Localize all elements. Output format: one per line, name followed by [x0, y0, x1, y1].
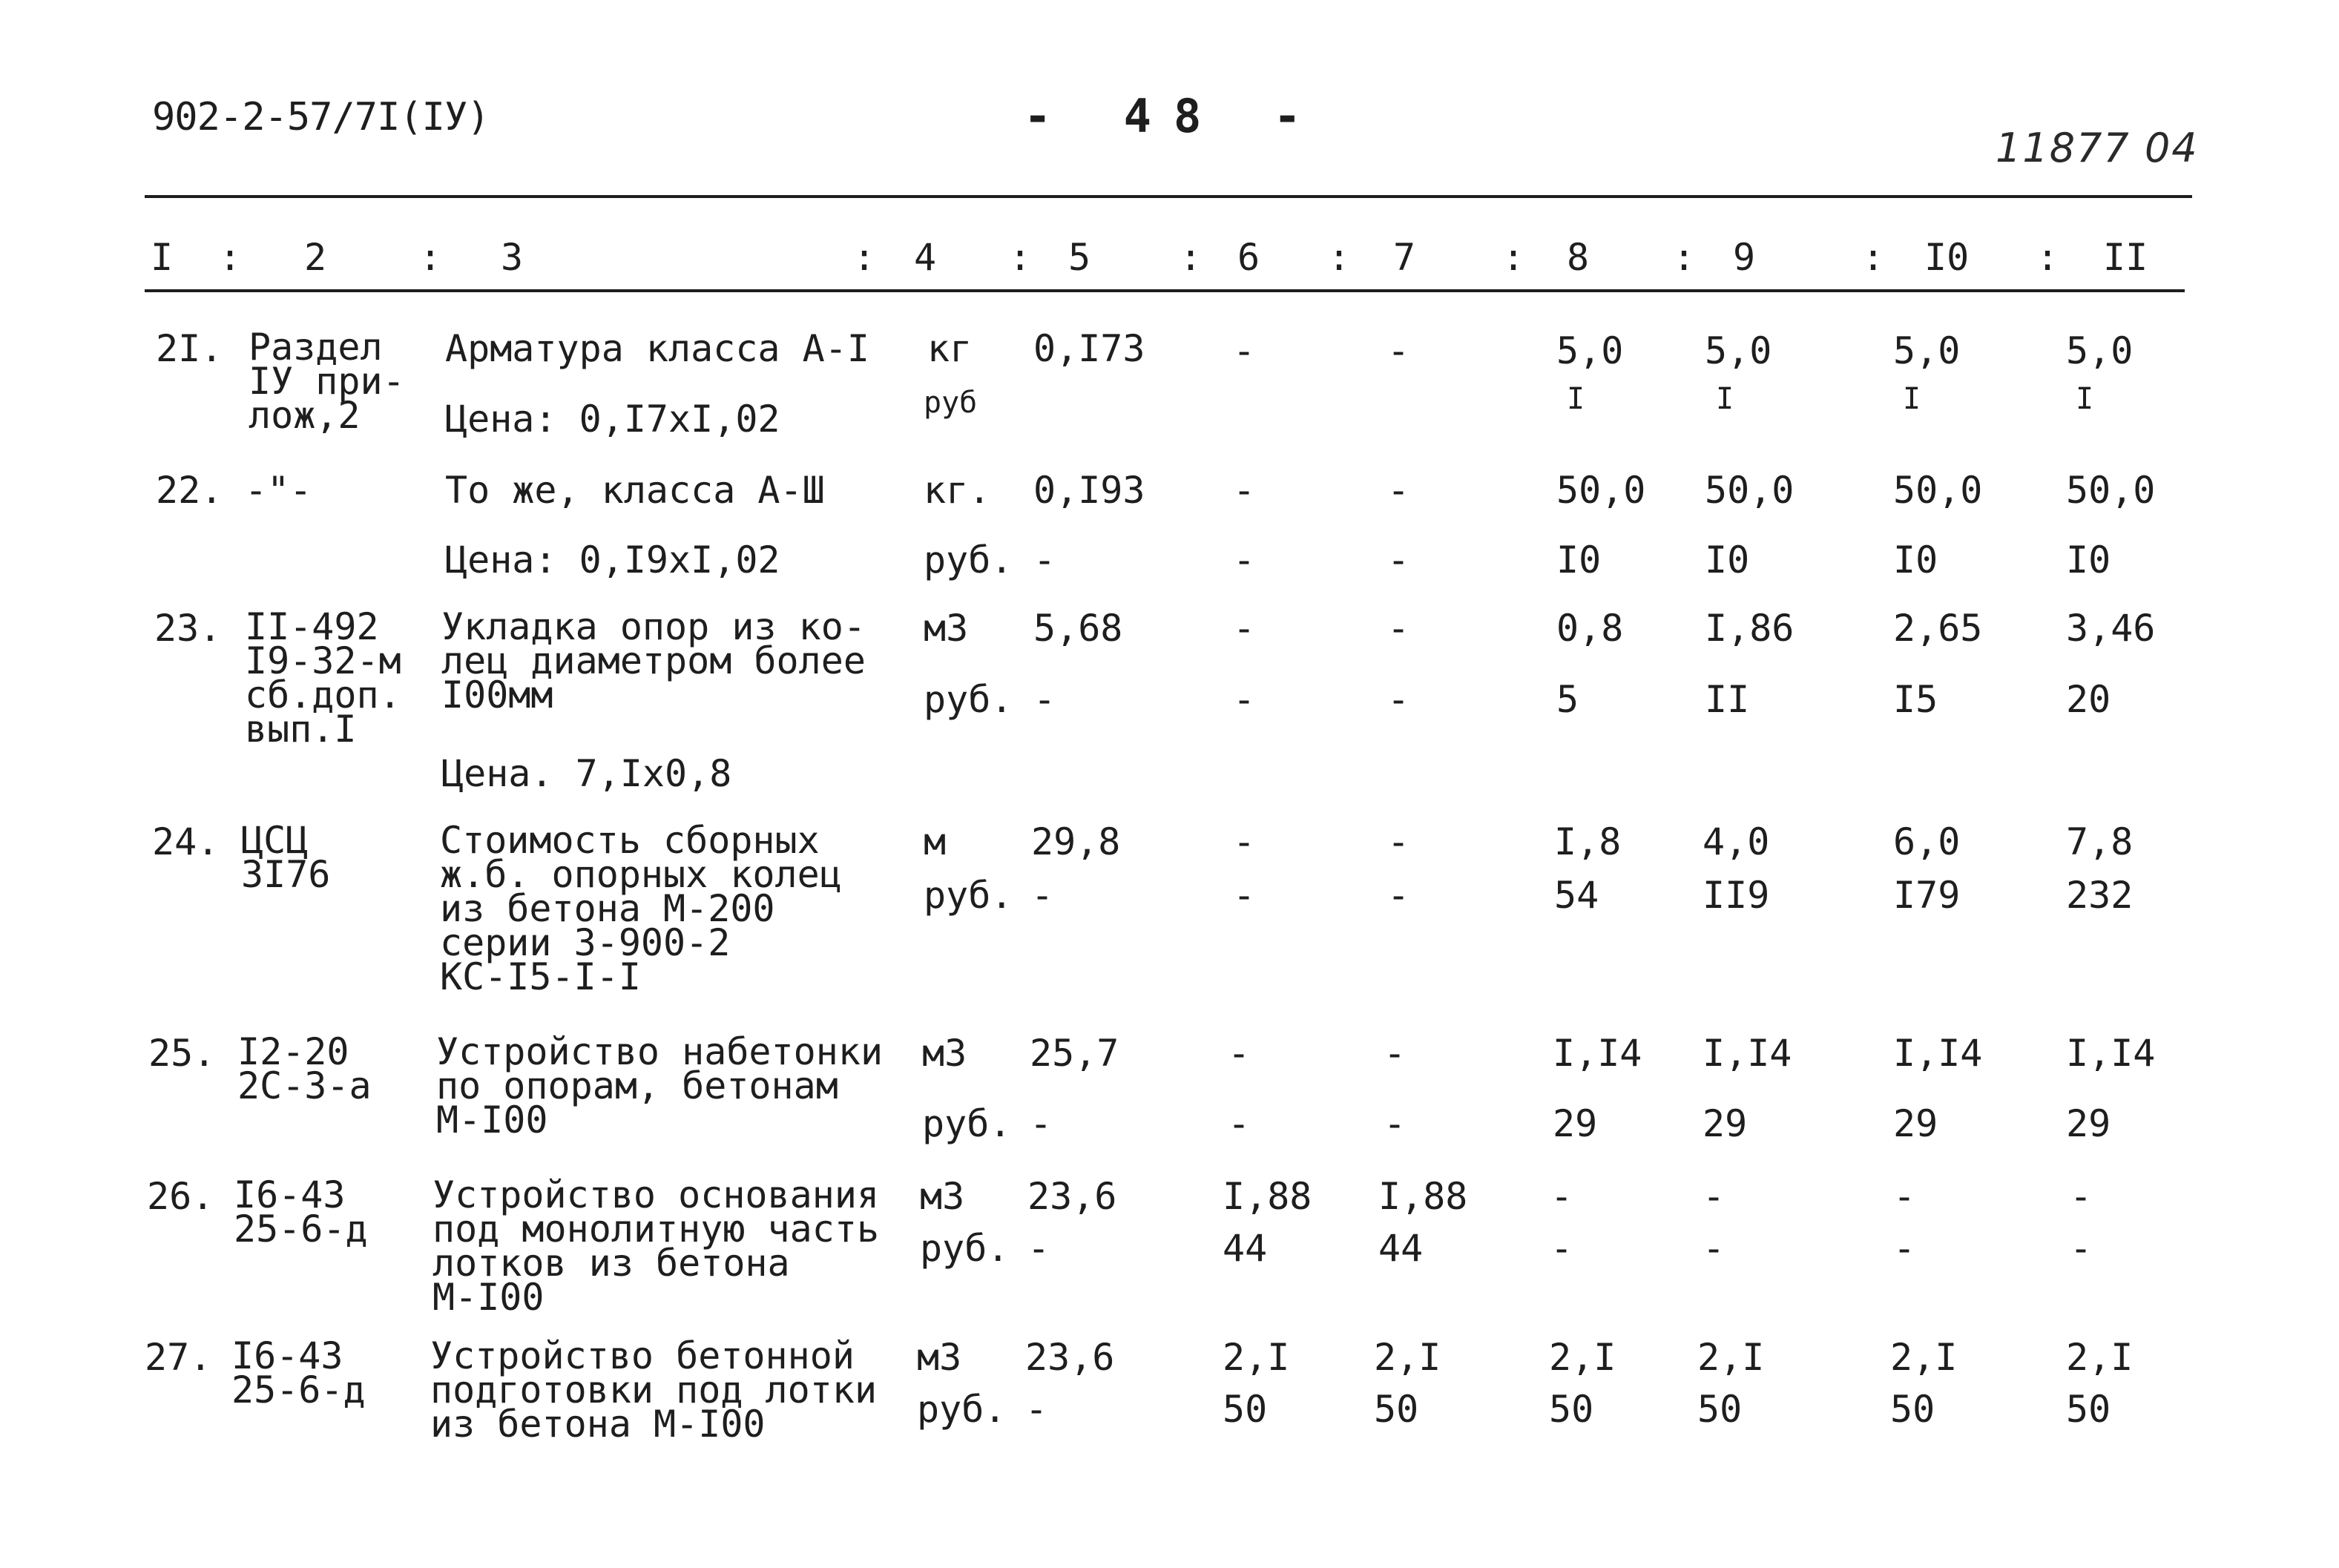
col5-cost: - — [1025, 1388, 1048, 1431]
row-reference: Раздел IУ при- лож,2 — [249, 326, 405, 437]
row-reference: II-492 I9-32-м сб.доп. вып.I — [245, 605, 401, 751]
col9-cost: - — [1703, 1227, 1726, 1270]
header-separator: : — [1862, 236, 1885, 279]
col11-value: 3,46 — [2066, 607, 2156, 650]
col7-value: - — [1387, 607, 1410, 650]
col8-value: 5,0 — [1556, 329, 1624, 372]
header-separator: : — [2036, 236, 2059, 279]
col5-cost: - — [1030, 1102, 1053, 1145]
col10-value: I,I4 — [1893, 1032, 1983, 1075]
header-separator: : — [1328, 236, 1351, 279]
col6-value: I,88 — [1223, 1175, 1312, 1218]
header-separator: : — [419, 236, 442, 279]
col10-value: 2,I — [1890, 1336, 1958, 1379]
col7-cost: - — [1387, 874, 1410, 917]
header-rule — [145, 289, 2185, 292]
col6-value: 2,I — [1223, 1336, 1290, 1379]
col-header-1: I — [151, 236, 174, 279]
col8-value: I,8 — [1554, 820, 1622, 863]
col7-value: - — [1387, 820, 1410, 863]
page-number: - 48 - — [1024, 89, 1323, 143]
col10-cost: - — [1893, 1227, 1916, 1270]
col-header-6: 6 — [1237, 236, 1260, 279]
col11-cost: I0 — [2066, 538, 2111, 582]
col10-cost: I79 — [1893, 874, 1961, 917]
col11-cost: 50 — [2066, 1388, 2111, 1431]
col8-cost: 29 — [1553, 1102, 1598, 1145]
header-separator: : — [853, 236, 876, 279]
header-separator: : — [1180, 236, 1203, 279]
row-number: 27. — [145, 1336, 212, 1379]
col5-cost: - — [1033, 538, 1056, 582]
col10-value: 5,0 — [1893, 329, 1961, 372]
row-description: Укладка опор из ко- лец диаметром более I00мм — [441, 605, 866, 717]
row-price-formula: Цена: 0,I7xI,02 — [445, 398, 780, 441]
row-description: Стоимость сборных ж.б. опорных колец из бетона М-200 серии 3-900-2 КС-I5-I-I — [440, 819, 842, 998]
col9-value: I,86 — [1705, 607, 1794, 650]
col11-value: 7,8 — [2066, 820, 2134, 863]
unit-primary: м — [924, 820, 947, 863]
row-description: Устройство основания под монолитную часть лотков из бетона М-I00 — [432, 1173, 880, 1319]
unit-primary: кг. — [924, 469, 991, 512]
unit-currency: руб. — [920, 1227, 1010, 1270]
unit-primary: м3 — [924, 607, 969, 650]
col8-value: 50,0 — [1556, 469, 1646, 512]
row-description: То же, класса А-Ш — [445, 469, 825, 512]
row-reference: I6-43 25-6-д — [234, 1173, 368, 1251]
row-number: 25. — [148, 1032, 216, 1075]
col9-value: 5,0 — [1705, 329, 1772, 372]
col6-cost: - — [1233, 874, 1256, 917]
col7-value: - — [1387, 329, 1410, 372]
col10-cost: 50 — [1890, 1388, 1935, 1431]
col7-cost: - — [1384, 1102, 1407, 1145]
col11-cost: - — [2070, 1227, 2093, 1270]
col11-value: 50,0 — [2066, 469, 2156, 512]
col9-value: 4,0 — [1703, 820, 1770, 863]
col9-cost: II — [1705, 678, 1750, 721]
col6-cost: 50 — [1223, 1388, 1268, 1431]
col8-cost: - — [1550, 1227, 1573, 1270]
col-header-9: 9 — [1733, 236, 1756, 279]
col11-value: - — [2070, 1175, 2093, 1218]
unit-currency: руб. — [924, 874, 1013, 917]
col11-value: 5,0 — [2066, 329, 2134, 372]
col7-value: - — [1387, 469, 1410, 512]
archive-number: 11877 04 — [1996, 125, 2199, 171]
row-reference: I2-20 2С-3-а — [237, 1030, 372, 1107]
col5-quantity: 29,8 — [1031, 820, 1121, 863]
col-header-4: 4 — [914, 236, 937, 279]
col6-value: - — [1233, 469, 1256, 512]
col-header-3: 3 — [501, 236, 524, 279]
row-description: Арматура класса А-I — [445, 327, 869, 370]
col6-value: - — [1228, 1032, 1251, 1075]
unit-currency: руб. — [924, 678, 1013, 721]
unit-primary: кг — [927, 327, 973, 370]
col5-cost: - — [1033, 678, 1056, 721]
col5-quantity: 23,6 — [1027, 1175, 1117, 1218]
row-number: 23. — [154, 607, 222, 650]
col-header-7: 7 — [1393, 236, 1416, 279]
col8-cost: 54 — [1554, 874, 1599, 917]
col9-cost: I0 — [1705, 538, 1750, 582]
col8-cost: 5 — [1556, 678, 1579, 721]
unit-currency: руб — [924, 386, 978, 420]
col5-quantity: 0,I73 — [1033, 327, 1145, 370]
col9-value: I,I4 — [1703, 1032, 1792, 1075]
col11-value: 2,I — [2066, 1336, 2134, 1379]
col7-value: - — [1384, 1032, 1407, 1075]
col5-cost: - — [1031, 874, 1054, 917]
header-separator: : — [1673, 236, 1696, 279]
col10-value: - — [1893, 1175, 1916, 1218]
col9-cost: II9 — [1703, 874, 1770, 917]
col8-cost: 50 — [1549, 1388, 1594, 1431]
col9-cost: 29 — [1703, 1102, 1748, 1145]
header-separator: : — [219, 236, 242, 279]
col11-value: I,I4 — [2066, 1032, 2156, 1075]
col9-cost: 50 — [1697, 1388, 1743, 1431]
unit-currency: руб. — [924, 538, 1013, 582]
row-price-formula: Цена: 0,I9xI,02 — [445, 538, 780, 582]
col10-value: 6,0 — [1893, 820, 1961, 863]
col11-cost: 20 — [2066, 678, 2111, 721]
col11-cost: I — [2076, 382, 2094, 416]
row-reference: ЦСЦ 3I76 — [241, 819, 331, 896]
unit-primary: м3 — [922, 1032, 967, 1075]
col9-value: - — [1703, 1175, 1726, 1218]
row-number: 2I. — [156, 327, 223, 370]
col9-value: 2,I — [1697, 1336, 1765, 1379]
col5-quantity: 5,68 — [1033, 607, 1123, 650]
col8-cost: I — [1567, 382, 1585, 416]
col11-cost: 232 — [2066, 874, 2134, 917]
unit-currency: руб. — [917, 1388, 1007, 1431]
col8-value: 2,I — [1549, 1336, 1616, 1379]
col10-cost: I5 — [1893, 678, 1938, 721]
col6-cost: - — [1233, 538, 1256, 582]
col9-value: 50,0 — [1705, 469, 1794, 512]
col10-cost: I — [1903, 382, 1921, 416]
col7-cost: 44 — [1378, 1227, 1424, 1270]
header-separator: : — [1502, 236, 1525, 279]
col10-value: 2,65 — [1893, 607, 1983, 650]
col6-value: - — [1233, 607, 1256, 650]
row-description: Устройство бетонной подготовки под лотки из бетона М-I00 — [430, 1334, 878, 1446]
col8-value: 0,8 — [1556, 607, 1624, 650]
col10-value: 50,0 — [1893, 469, 1983, 512]
col7-cost: 50 — [1374, 1388, 1419, 1431]
col10-cost: 29 — [1893, 1102, 1938, 1145]
col6-cost: - — [1228, 1102, 1251, 1145]
unit-primary: м3 — [917, 1336, 962, 1379]
col8-value: - — [1550, 1175, 1573, 1218]
col6-cost: 44 — [1223, 1227, 1268, 1270]
document-code: 902-2-57/7I(IУ) — [152, 95, 490, 139]
header-separator: : — [1009, 236, 1032, 279]
row-description: Устройство набетонки по опорам, бетонам М-I00 — [436, 1030, 884, 1142]
top-rule — [145, 195, 2192, 198]
col5-quantity: 23,6 — [1025, 1336, 1115, 1379]
row-number: 22. — [156, 469, 223, 512]
col6-cost: - — [1233, 678, 1256, 721]
row-number: 26. — [147, 1175, 214, 1218]
row-reference: I6-43 25-6-д — [231, 1334, 366, 1411]
col-header-5: 5 — [1068, 236, 1091, 279]
col6-value: - — [1233, 820, 1256, 863]
col7-value: 2,I — [1374, 1336, 1441, 1379]
row-reference: -"- — [245, 469, 312, 512]
col7-value: I,88 — [1378, 1175, 1468, 1218]
unit-currency: руб. — [922, 1102, 1012, 1145]
col-header-10: I0 — [1924, 236, 1970, 279]
col-header-11: II — [2103, 236, 2148, 279]
unit-primary: м3 — [920, 1175, 965, 1218]
row-number: 24. — [152, 820, 220, 863]
col9-cost: I — [1716, 382, 1734, 416]
col5-quantity: 25,7 — [1030, 1032, 1119, 1075]
col6-value: - — [1233, 329, 1256, 372]
col11-cost: 29 — [2066, 1102, 2111, 1145]
row-price-formula: Цена. 7,Ix0,8 — [441, 752, 732, 795]
col8-value: I,I4 — [1553, 1032, 1642, 1075]
col5-cost: - — [1027, 1227, 1050, 1270]
col5-quantity: 0,I93 — [1033, 469, 1145, 512]
col10-cost: I0 — [1893, 538, 1938, 582]
col-header-2: 2 — [304, 236, 327, 279]
col-header-8: 8 — [1567, 236, 1590, 279]
col7-cost: - — [1387, 678, 1410, 721]
col7-cost: - — [1387, 538, 1410, 582]
col8-cost: I0 — [1556, 538, 1602, 582]
